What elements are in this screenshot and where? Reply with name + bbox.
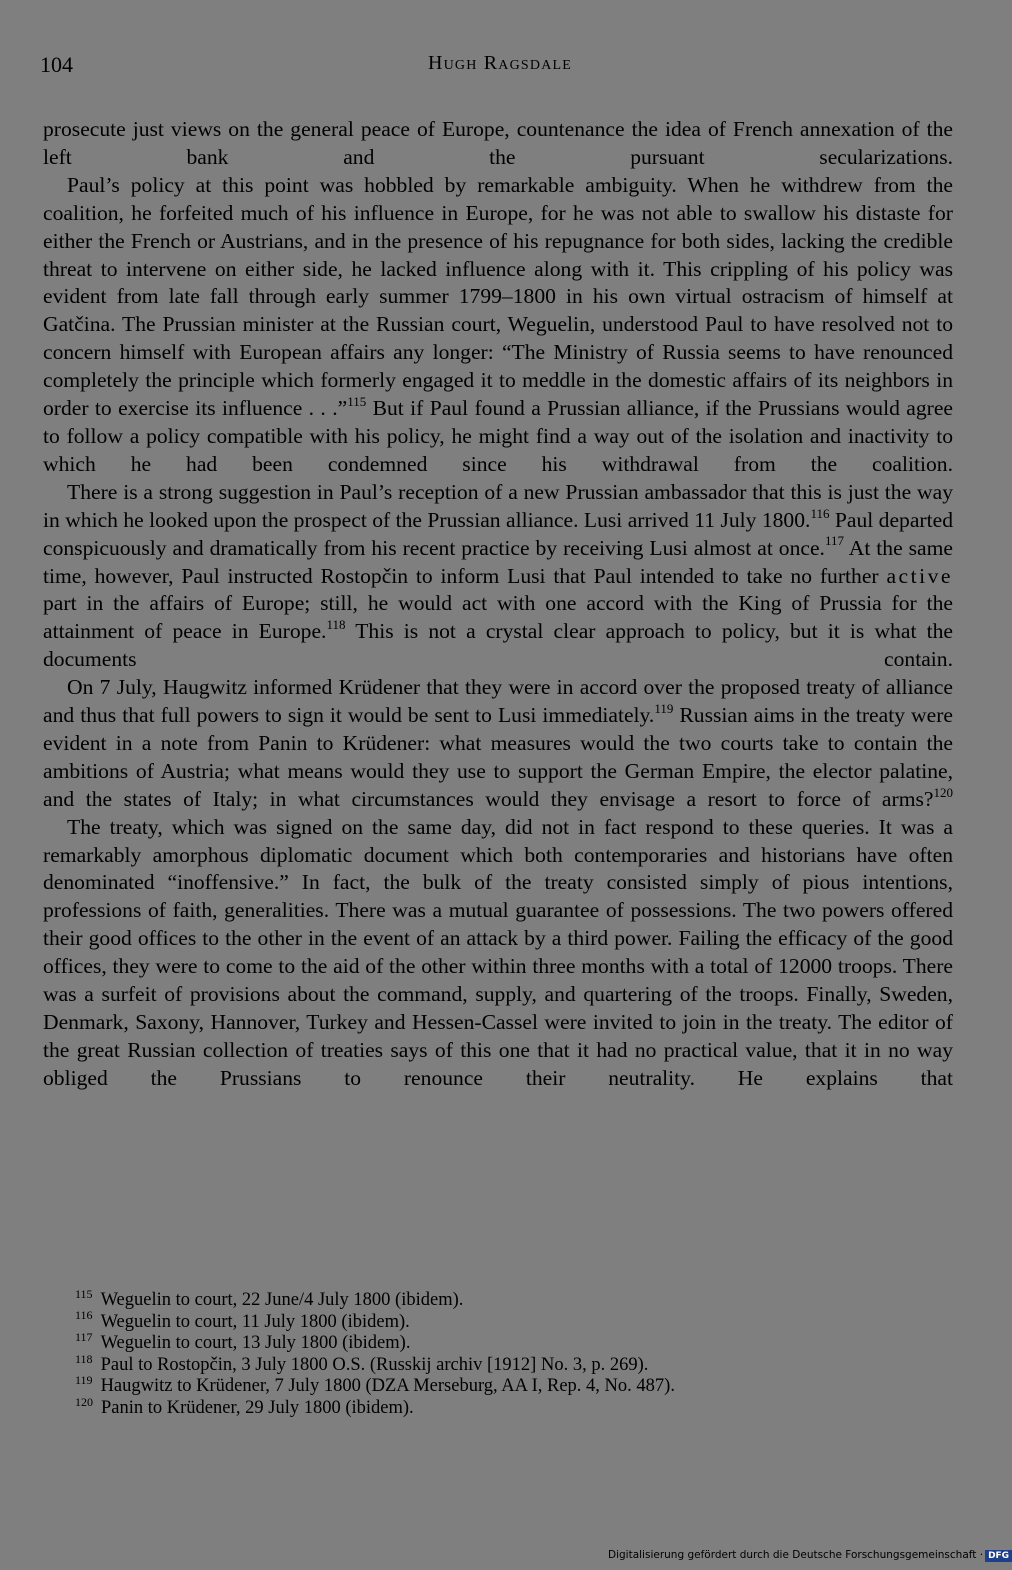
paragraph-text: prosecute just views on the general peace of Europe, countenance the idea of French annexation of the left bank and the pursuant secularizations.	[43, 117, 953, 169]
digitization-credit	[608, 1549, 1012, 1562]
footnote-text: Weguelin to court, 22 June/4 July 1800 (ibidem).	[100, 1290, 464, 1310]
footnote	[75, 1330, 925, 1355]
footnote-ref: 120	[933, 784, 953, 800]
footnote-number: 115	[75, 1286, 93, 1301]
footnote-text: Weguelin to court, 13 July 1800 (ibidem).	[100, 1333, 411, 1354]
paragraph-text: But if Paul found a Prussian alliance, if the Prussians would agree to follow a policy compatible with his policy, he might find a way out of the isolation and inactivity to which he had been condemned since his withdrawal from the coalition.	[43, 396, 953, 476]
footnote	[75, 1286, 925, 1312]
footnote	[75, 1308, 925, 1334]
footnote-number: 118	[75, 1351, 93, 1366]
footnote-number: 117	[75, 1330, 93, 1345]
footnote-text: Panin to Krüdener, 29 July 1800 (ibidem).	[101, 1397, 414, 1418]
credit-text: Digitalisierung gefördert durch die Deutsche Forschungsgemeinschaft ·	[608, 1549, 984, 1561]
paragraph	[43, 172, 953, 479]
footnote-text: Weguelin to court, 11 July 1800 (ibidem).	[100, 1311, 410, 1332]
paragraph	[43, 116, 953, 172]
paragraph-text: At the same time, however, Paul instructed Rostopčin to inform Lusi that Paul intended to take no further	[43, 535, 953, 588]
footnote	[75, 1373, 925, 1398]
footnote-ref: 115	[347, 393, 367, 409]
page-number: 104	[40, 52, 73, 77]
footnote-ref: 119	[654, 700, 674, 716]
footnote	[75, 1394, 925, 1420]
paragraph-text: The treaty, which was signed on the same day, did not in fact respond to these queries. It was a remarkably amorphous diplomatic document which both contemporaries and historians have often denominated “inoffensive.” In fact, the bulk of the treaty consisted simply of pious intentions, professions of faith, generalities. There was a mutual guarantee of possessions. The two powers offered their good offices to the other in the event of an attack by a third power. Failing the efficacy of the good offices, they were to come to the aid of the other within three months with a total of 12000 troops. There was a surfeit of provisions about the command, supply, and quartering of the troops. Finally, Sweden, Denmark, Saxony, Hannover, Turkey and Hessen-Cassel were invited to join in the treaty. The editor of the great Russian collection of treaties says of this one that it had no practical value, that it in no way obliged the Prussians to renounce their neutrality. He explains that	[43, 814, 953, 1090]
body-text	[43, 116, 953, 1093]
paragraph	[43, 674, 953, 814]
paragraph-text: On 7 July, Haugwitz informed Krüdener that they were in accord over the proposed treaty of alliance and thus that full powers to sign it would be sent to Lusi immediately.	[43, 675, 953, 728]
paragraph	[43, 479, 953, 674]
paragraph-text: This is not a crystal clear approach to policy, but it is what the documents contain.	[43, 619, 953, 672]
paragraph-text: part in the affairs of Europe; still, he would act with one accord with the King of Prussia for the attainment of peace in Europe.	[43, 591, 953, 644]
footnote-text: Paul to Rostopčin, 3 July 1800 O.S. (Russkij archiv [1912] No. 3, p. 269).	[100, 1354, 649, 1375]
footnote-text: Haugwitz to Krüdener, 7 July 1800 (DZA Merseburg, AA I, Rep. 4, No. 487).	[100, 1376, 675, 1397]
dfg-logo-icon: DFG	[985, 1550, 1012, 1562]
paragraph-text: There is a strong suggestion in Paul’s reception of a new Prussian ambassador that this is just the way in which he looked upon the prospect of the Prussian alliance. Lusi arrived 11 July 1800.	[43, 479, 953, 532]
footnotes	[75, 1286, 925, 1420]
footnote-number: 120	[75, 1394, 93, 1409]
paragraph-text: Paul departed conspicuously and dramatically from his recent practice by receiving Lusi almost at once.	[43, 507, 953, 560]
footnote	[75, 1351, 925, 1377]
footnote-ref: 118	[326, 617, 346, 633]
footnote-ref: 116	[810, 505, 830, 521]
footnote-number: 116	[75, 1308, 93, 1323]
footnote-number: 119	[75, 1373, 93, 1388]
footnote-ref: 117	[824, 533, 844, 549]
spaced-emphasis: active	[886, 563, 953, 588]
paragraph-text: Russian aims in the treaty were evident in a note from Panin to Krüdener: what measures would the two courts take to contain the ambitions of Austria; what means would they use to support the German Empire, the elector palatine, and the states of Italy; in what circumstances would they envisage a resort to force of arms?	[43, 703, 953, 811]
running-head: Hugh Ragsdale	[427, 52, 573, 74]
paragraph-text: Paul’s policy at this point was hobbled by remarkable ambiguity. When he withdrew from the coalition, he forfeited much of his influence in Europe, for he was not able to swallow his distaste for either the French or Austrians, and in the presence of his repugnance for both sides, lacking the credible threat to intervene on either side, he lacked influence along with it. This crippling of his policy was evident from late fall through early summer 1799–1800 in his own virtual ostracism of himself at Gatčina. The Prussian minister at the Russian court, Weguelin, understood Paul to have resolved not to concern himself with European affairs any longer: “The Ministry of Russia seems to have renounced completely the principle which formerly engaged it to meddle in the domestic affairs of its neighbors in order to exercise its influence . . .”	[43, 172, 953, 421]
paragraph	[43, 814, 953, 1093]
